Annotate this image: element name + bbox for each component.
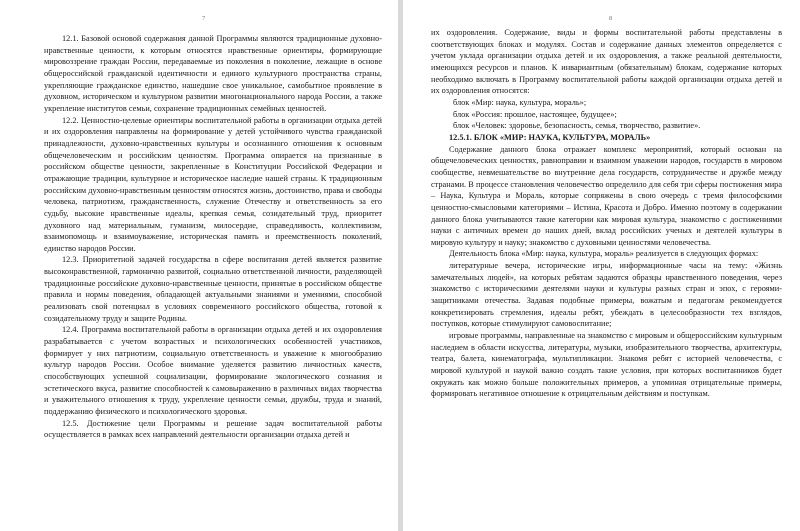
paragraph: игровые программы, направленные на знакомство с мировым и общероссийским культурным наследием в области искусства, литературы, музыки, изобразительного творчества, архитектуры, театра, балета, кинематографа, мультипликации. Знакомя ребят с историей человечества, с мировой культурой и наукой важно создать такие условия, при которых воспитанников будет окружать как можно больше положительных примеров, а упоминая отрицательные примеры, формировать негативное отношение к отрицательным действиям и поступкам. — [431, 331, 782, 399]
page-body — [431, 27, 782, 400]
block-list-item: блок «Мир: наука, культура, мораль»; — [453, 97, 587, 107]
paragraph: Содержание данного блока отражает комплекс мероприятий, который основан на общечеловеческих ценностях, равноправии и взаимном уважении народов, государств в мировом сообществе, невмешательстве во внутренние дела государств, сотрудничестве и дружбе между странами. В процессе становления человечество определило для себя три сферы постижения мира – Наука, Культура и Мораль, которые сопряжены в свою очередь с тремя философскими ценностно-смысловыми категориями – Истина, Красота и Добро. Именно поэтому в содержании данного блока учитываются такие категории как мировая культура, знакомство с достижениями науки с античных времен до наших дней, вклад российских ученых и деятелей культуры в мировую культуру и науку; знакомство с духовными ценностями человечества. — [431, 144, 782, 247]
paragraph-12-2: 12.2. Ценностно-целевые ориентиры воспитательной работы в организации отдыха детей и их оздоровления направлены на формирование у детей устойчивого чувства гражданской принадлежности, духовно-нравственных культуры и осознанного отношения к основным общечеловеческим и российским ценностям. Программа опирается на признанные в российском обществе ценности, закрепленные в Конституции Российской Федерации и отражающие традиции, культурное и историческое наследие нашей страны. К традиционным российским духовно-нравственным ценностям относятся жизнь, достоинство, права и свободы человека, патриотизм, гражданственность, служение Отечеству и ответственность за его судьбу, высокие нравственные идеалы, крепкая семья, созидательный труд, приоритет духовного над материальным, гуманизм, милосердие, справедливость, коллективизм, взаимопомощь и взаимоуважение, историческая память и преемственность поколений, единство народов России. — [44, 115, 382, 253]
paragraph-continued: их оздоровления. Содержание, виды и формы воспитательной работы представлены в соответствующих блоках и модулях. Состав и содержание данных элементов определяется с учетом уклада организации отдыха детей и их оздоровления, а также реальной деятельности, имеющихся ресурсов и планов. К инвариантным (обязательным) блокам, содержание которых необходимо включать в Программу воспитательной работы каждой организации отдыха детей и их оздоровления относятся: — [431, 28, 782, 96]
document-page-left — [0, 0, 398, 531]
page-number: 8 — [609, 15, 613, 22]
paragraph-12-5: 12.5. Достижение цели Программы и решение задач воспитательной работы осуществляется в рамках всех направлений деятельности организации отдыха детей и — [44, 418, 382, 440]
section-heading: 12.5.1. БЛОК «МИР: НАУКА, КУЛЬТУРА, МОРАЛЬ» — [449, 132, 651, 142]
paragraph: литературные вечера, исторические игры, информационные часы на тему: «Жизнь замечательных людей», на которых ребятам задаются образцы нравственного поведения, через знакомство с историческими деятелями науки и культуры разных стран и эпох, с героями-защитниками отечества. Задавая подобные примеры, вожатым и педагогам рекомендуется конкретизировать стремления, идеалы ребят, убеждать в целесообразности тех взглядов, поступков, которые стимулируют самовоспитание; — [431, 261, 782, 329]
paragraph-12-4: 12.4. Программа воспитательной работы в организации отдыха детей и их оздоровления разрабатывается с учетом возрастных и психологических особенностей участников, формирует у них патриотизм, социальную ответственность и уважение к многообразию культур народов России. Особое внимание уделяется развитию личностных качеств, способствующих успешной социализации, формирование экологического сознания и эстетического вкуса, развитие способностей к самовыражению в различных видах творчества и уважительного отношения к труду, укрепление ценности семьи, дружбы, труда и знаний, поддержанию физического и психологического здоровья. — [44, 325, 382, 416]
page-number: 7 — [202, 15, 206, 22]
document-page-right — [403, 0, 800, 531]
block-list-item: блок «Человек: здоровье, безопасность, семья, творчество, развитие». — [453, 121, 701, 131]
block-list-item: блок «Россия: прошлое, настоящее, будущее»; — [453, 109, 617, 119]
page-body — [44, 33, 382, 441]
paragraph-12-3: 12.3. Приоритетной задачей государства в сфере воспитания детей является развитие высоконравственной, гармонично развитой, социально ответственной личности, разделяющей традиционные российские духовно-нравственные ценности, принятые в российском обществе правила и нормы поведения, обладающей актуальными знаниями и умениями, способной реализовать свой потенциал в условиях современного российского общества, готовой к созидательному труду и защите Родины. — [44, 255, 382, 323]
paragraph: Деятельность блока «Мир: наука, культура, мораль» реализуется в следующих формах: — [449, 249, 759, 259]
paragraph-12-1: 12.1. Базовой основой содержания данной Программы являются традиционные духовно-нравственные ценности, к которым относятся нравственные ориентиры, формирующие мировоззрение граждан России, передаваемые из поколения в поколение, лежащие в основе общероссийской гражданской идентичности и единого культурного пространства страны, укрепляющие гражданское единство, нашедшие свое уникальное, самобытное проявление в духовном, историческом и культурном развитии многонационального народа России, а также укрепление институтов семьи, сохранение традиционных семейных ценностей. — [44, 34, 382, 113]
